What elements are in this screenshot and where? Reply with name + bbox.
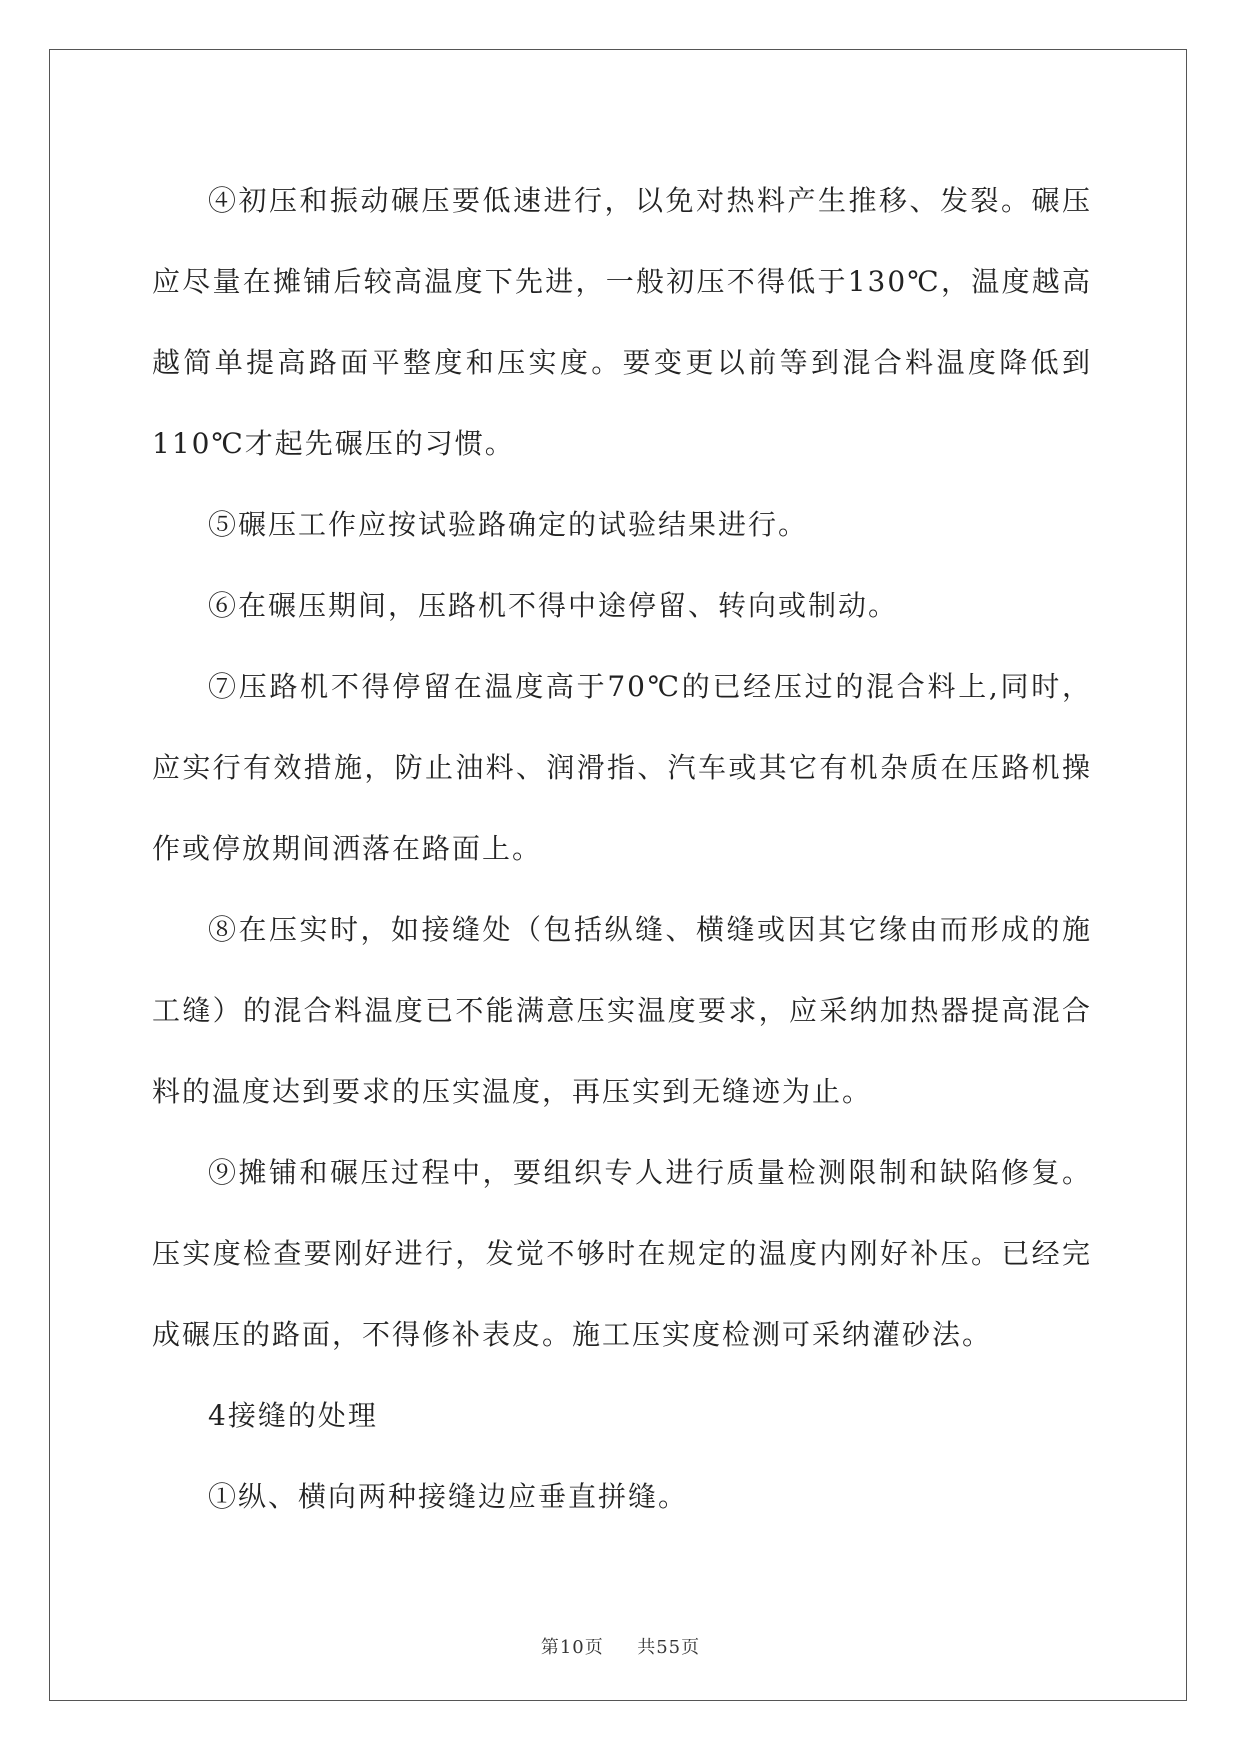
paragraph-roller-parking: ⑦压路机不得停留在温度高于70℃的已经压过的混合料上,同时，应实行有效措施，防止油料、润滑指、汽车或其它有机杂质在压路机操作或停放期间洒落在路面上。: [152, 670, 1092, 865]
paragraph-no-stopping: ⑥在碾压期间，压路机不得中途停留、转向或制动。: [208, 589, 899, 622]
paragraph-quality-inspection: ⑨摊铺和碾压过程中，要组织专人进行质量检测限制和缺陷修复。压实度检查要刚好进行，发觉不够时在规定的温度内刚好补压。已经完成碾压的路面，不得修补表皮。施工压实度检测可采纳灌砂法。: [152, 1156, 1092, 1351]
paragraph-joint-heating: ⑧在压实时，如接缝处（包括纵缝、横缝或因其它缘由而形成的施工缝）的混合料温度已不能满意压实温度要求，应采纳加热器提高混合料的温度达到要求的压实温度，再压实到无缝迹为止。: [152, 913, 1092, 1108]
paragraph-test-results: ⑤碾压工作应按试验路确定的试验结果进行。: [208, 508, 809, 541]
page-number-current: 第10页: [540, 1637, 604, 1658]
document-body: [152, 160, 1092, 1537]
section-heading-joints: 4接缝的处理: [208, 1399, 378, 1432]
paragraph-vertical-joints: ①纵、横向两种接缝边应垂直拼缝。: [208, 1480, 689, 1513]
paragraph-compaction-speed: ④初压和振动碾压要低速进行，以免对热料产生推移、发裂。碾压应尽量在摊铺后较高温度下先进，一般初压不得低于130℃，温度越高越简单提高路面平整度和压实度。要变更以前等到混合料温度降低到110℃才起先碾压的习惯。: [152, 184, 1092, 460]
page-footer: [0, 1633, 1241, 1659]
page-number-total: 共55页: [637, 1637, 701, 1658]
